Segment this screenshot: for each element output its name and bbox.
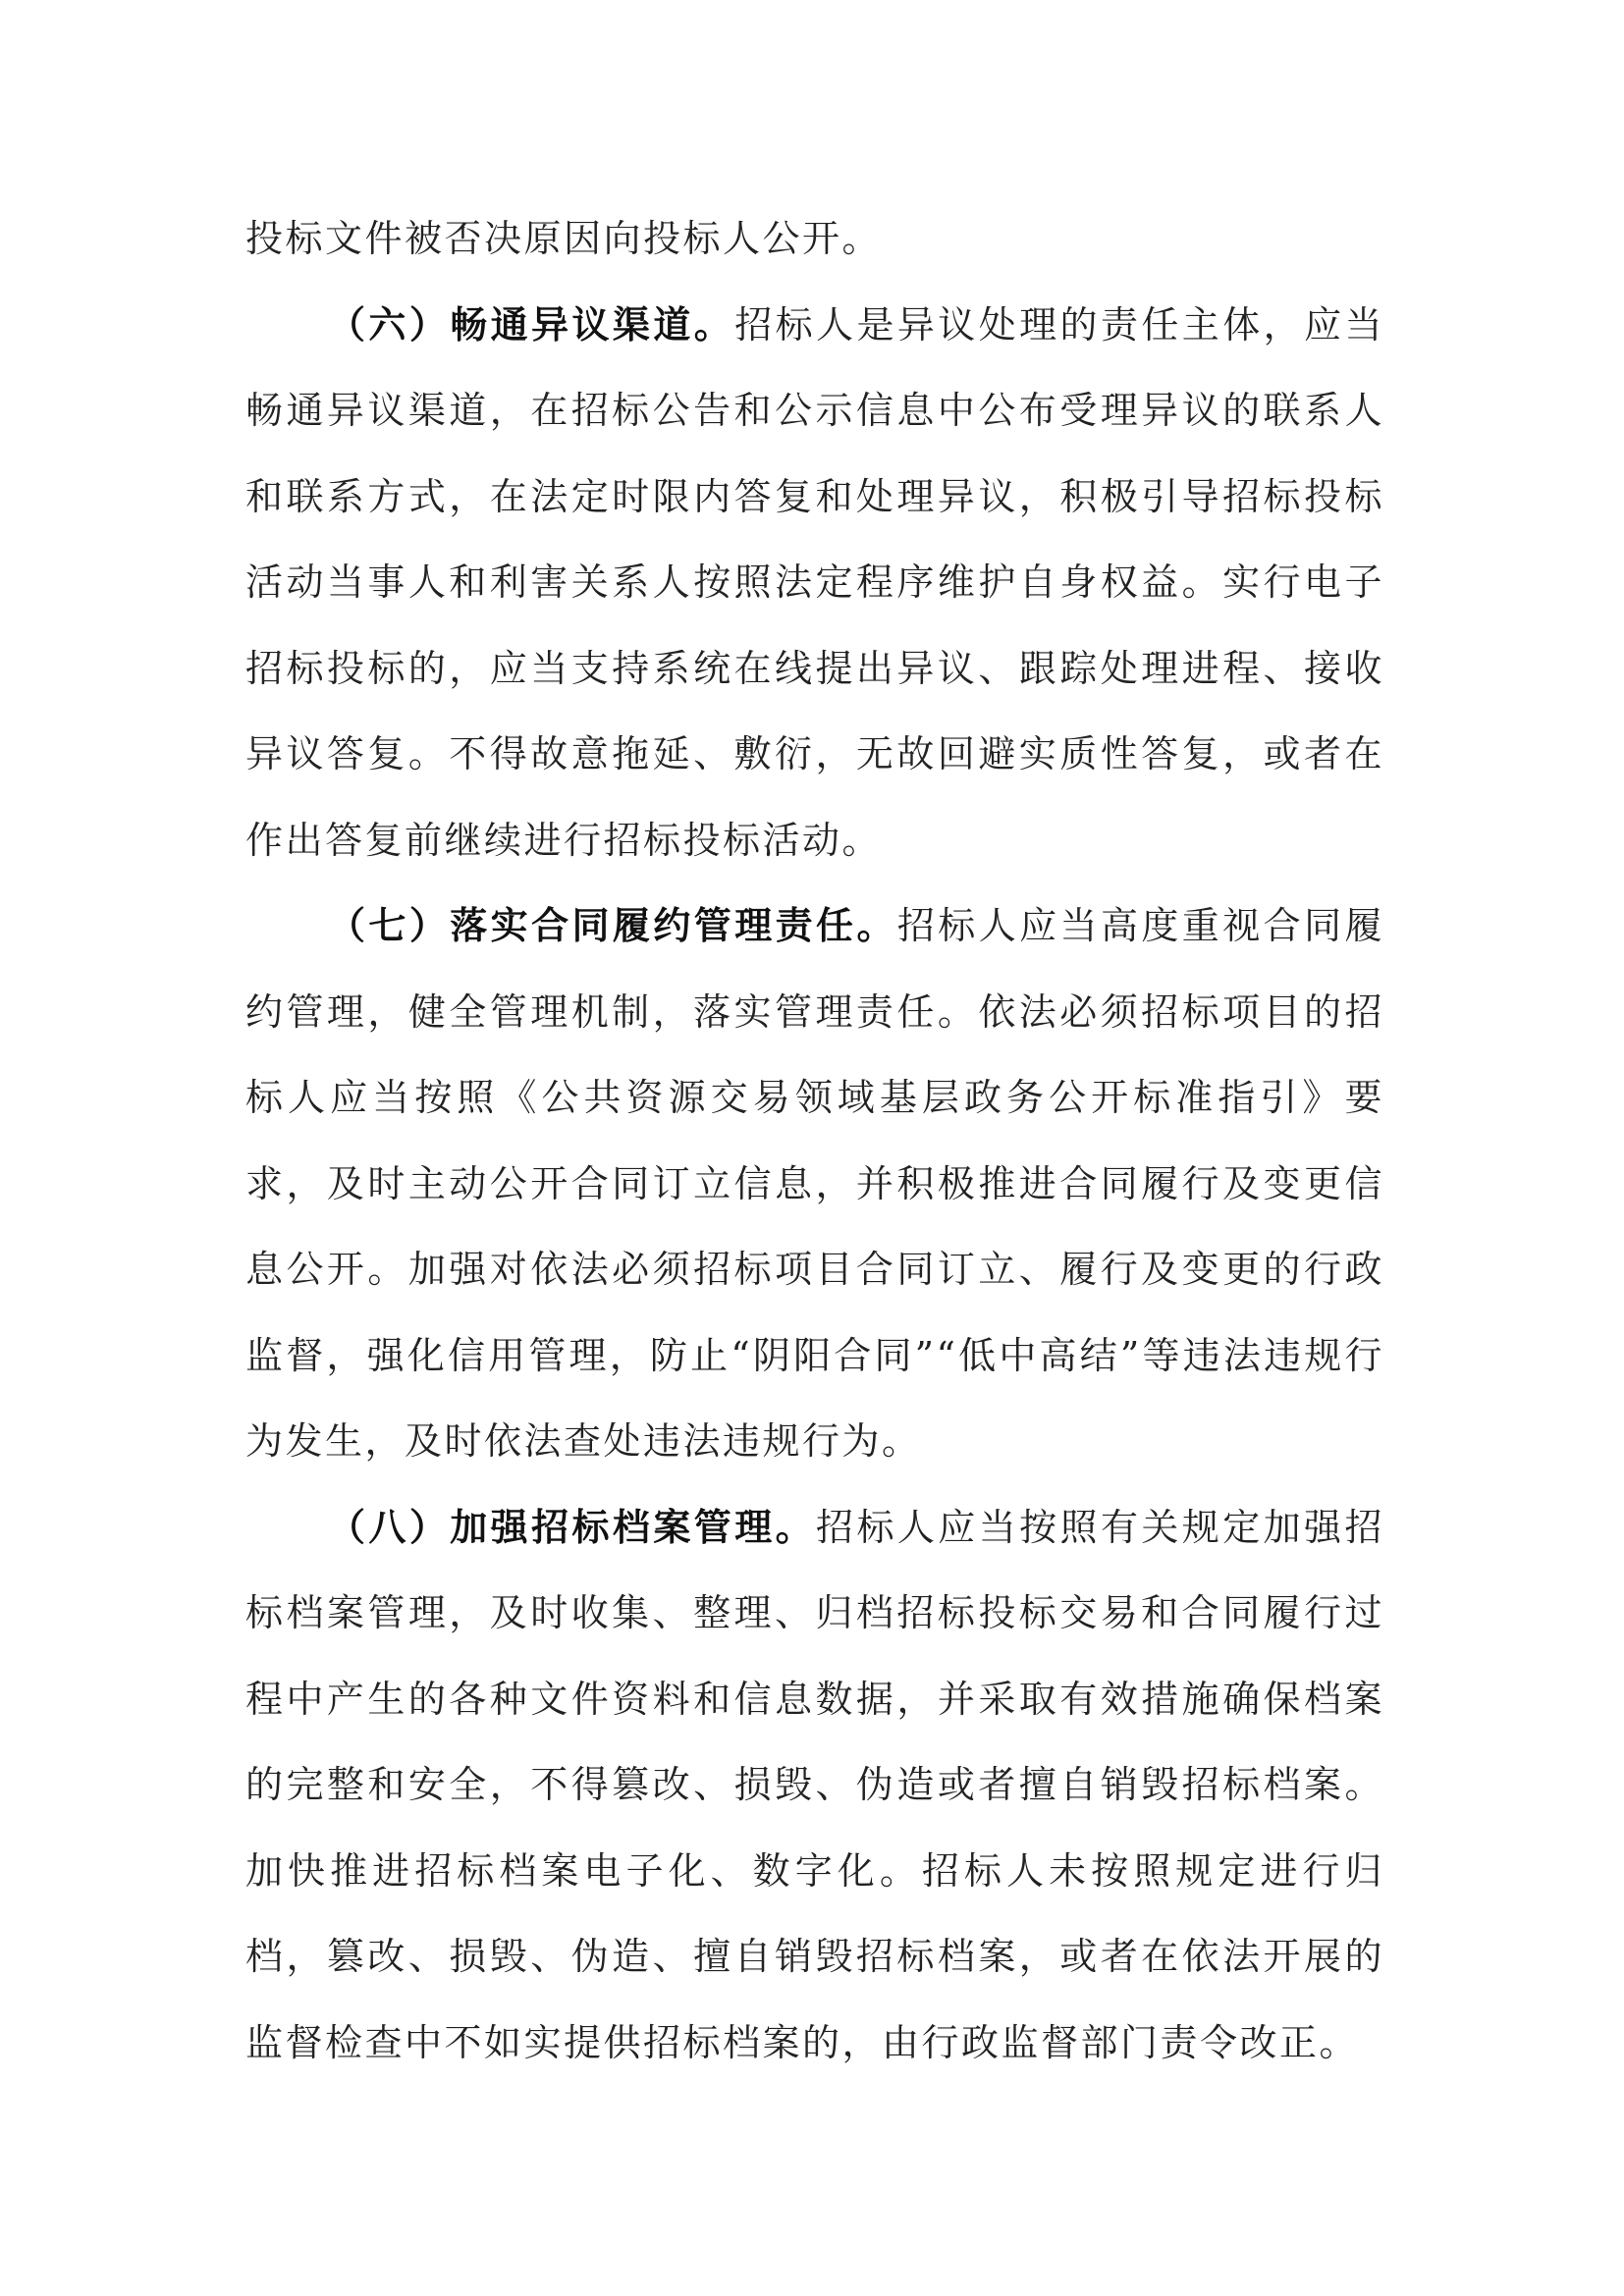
section-7-body-text: 招标人应当高度重视合同履约管理，健全管理机制，落实管理责任。依法必须招标项目的招标人应当按照《公共资源交易领域基层政务公开标准指引》要求，及时主动公开合同订立信息，并积极推进合同履行及变更信息公开。加强对依法必须招标项目合同订立、履行及变更的行政监督，强化信用管理，防止“阴阳合同”“低中高结”等违法违规行为发生，及时依法查处违法违规行为。 (245, 904, 1384, 1463)
section-7-heading: （七）落实合同履约管理责任。 (328, 904, 897, 947)
document-body (245, 196, 1384, 2086)
section-6-body-text: 招标人是异议处理的责任主体，应当畅通异议渠道，在招标公告和公示信息中公布受理异议的联系人和联系方式，在法定时限内答复和处理异议，积极引导招标投标活动当事人和利害关系人按照法定程序维护自身权益。实行电子招标投标的，应当支持系统在线提出异议、跟踪处理进程、接收异议答复。不得故意拖延、敷衍，无故回避实质性答复，或者在作出答复前继续进行招标投标活动。 (245, 302, 1384, 862)
paragraph-continuation (245, 196, 1384, 283)
paragraph-section-7 (245, 883, 1384, 1485)
paragraph-body-text: 投标文件被否决原因向投标人公开。 (245, 217, 883, 260)
paragraph-section-8 (245, 1485, 1384, 2087)
section-8-body-text: 招标人应当按照有关规定加强招标档案管理，及时收集、整理、归档招标投标交易和合同履行过程中产生的各种文件资料和信息数据，并采取有效措施确保档案的完整和安全，不得篡改、损毁、伪造或者擅自销毁招标档案。加快推进招标档案电子化、数字化。招标人未按照规定进行归档，篡改、损毁、伪造、擅自销毁招标档案，或者在依法开展的监督检查中不如实提供招标档案的，由行政监督部门责令改正。 (245, 1505, 1384, 2064)
section-8-heading: （八）加强招标档案管理。 (328, 1505, 817, 1549)
paragraph-section-6 (245, 283, 1384, 884)
section-6-heading: （六）畅通异议渠道。 (328, 302, 735, 347)
